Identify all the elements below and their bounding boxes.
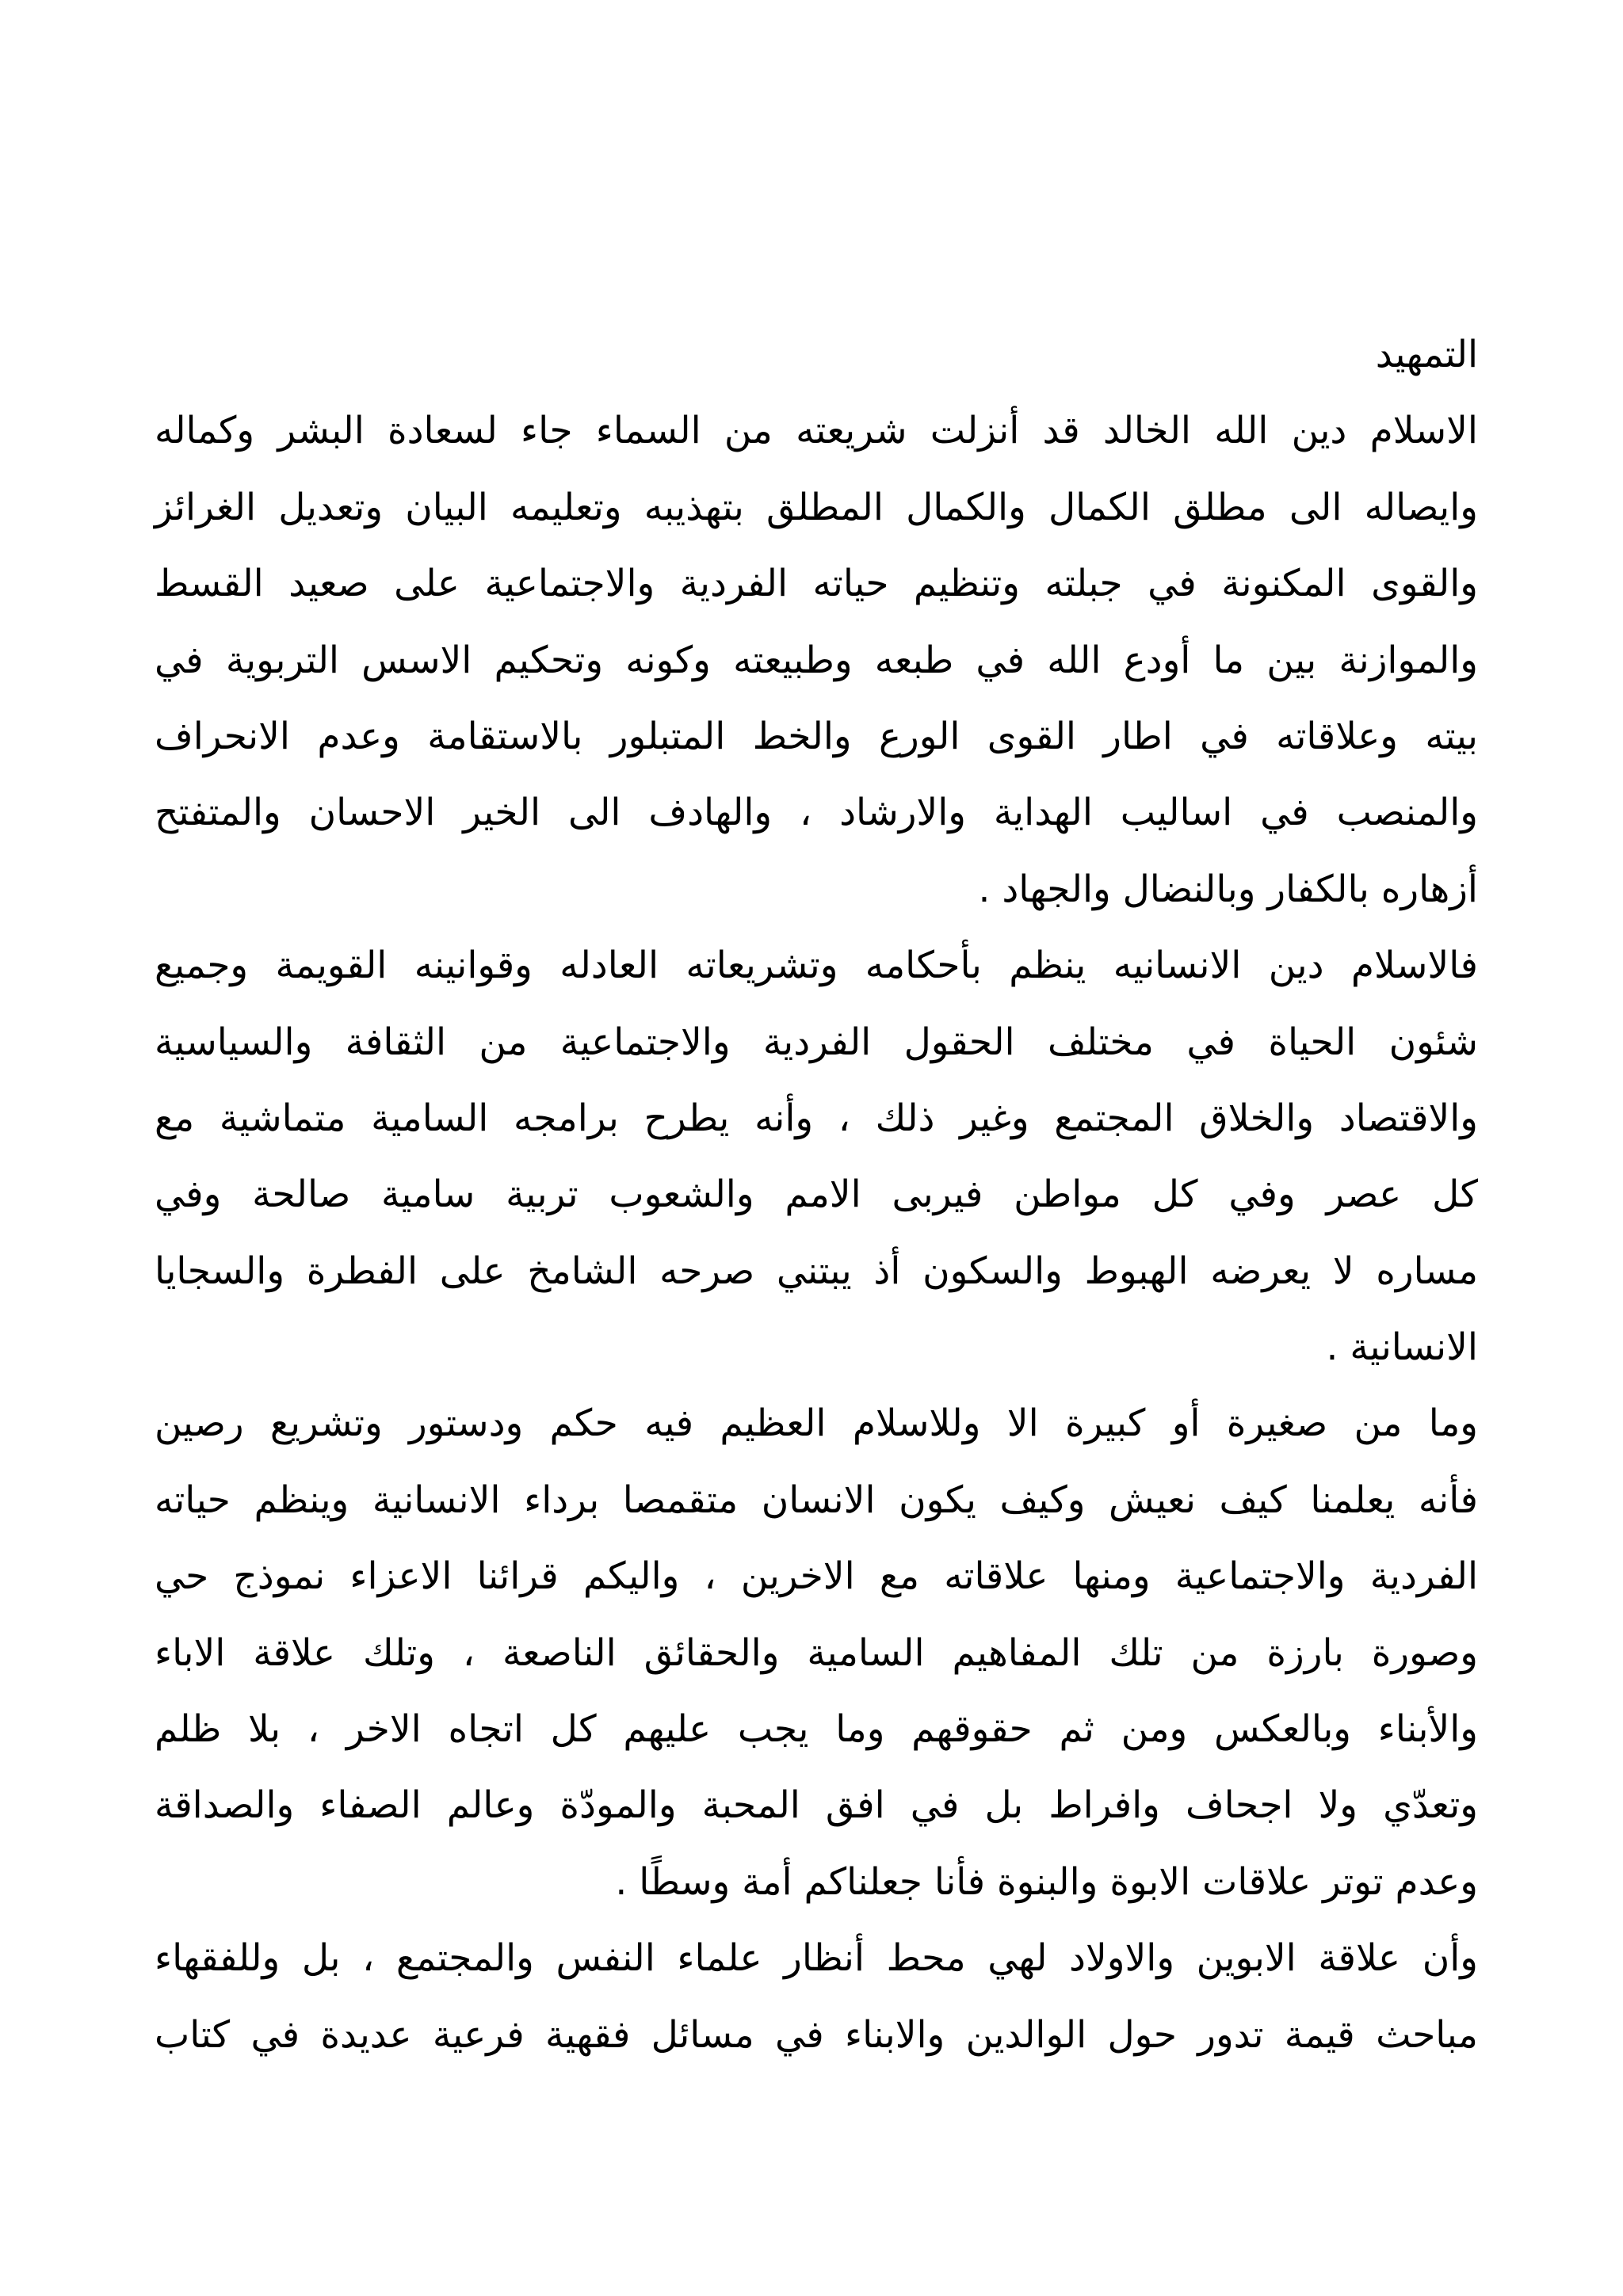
paragraph-line: والاقتصاد والخلاق المجتمع وغير ذلك ، وأنه يطرح برامجه السامية متماشية مع bbox=[155, 1096, 1478, 1140]
paragraph-line: والأبناء وبالعكس ومن ثم حقوقهم وما يجب عليهم كل اتجاه الاخر ، بلا ظلم bbox=[155, 1707, 1478, 1752]
paragraph-line: والقوى المكنونة في جبلته وتنظيم حياته الفردية والاجتماعية على صعيد القسط bbox=[155, 562, 1478, 606]
paragraph-line: بيته وعلاقاته في اطار القوى الورع والخط المتبلور بالاستقامة وعدم الانحراف bbox=[155, 714, 1478, 758]
paragraph-line: الفردية والاجتماعية ومنها علاقاته مع الاخرين ، واليكم قرائنا الاعزاء نموذج حي bbox=[155, 1554, 1478, 1599]
paragraph-line: وايصاله الى مطلق الكمال والكمال المطلق بتهذيبه وتعليمه البيان وتعديل الغرائز bbox=[155, 485, 1478, 529]
paragraph-line: والمنصب في اساليب الهداية والارشاد ، والهادف الى الخير الاحسان والمتفتح bbox=[155, 791, 1478, 835]
paragraph-line: شئون الحياة في مختلف الحقول الفردية والاجتماعية من الثقافة والسياسية bbox=[155, 1020, 1478, 1064]
document-body bbox=[155, 317, 1478, 2073]
section-heading: التمهيد bbox=[1375, 333, 1478, 376]
paragraph-line: وصورة بارزة من تلك المفاهيم السامية والحقائق الناصعة ، وتلك علاقة الاباء bbox=[155, 1630, 1478, 1675]
paragraph-line: مباحث قيمة تدور حول الوالدين والابناء في مسائل فقهية فرعية عديدة في كتاب bbox=[155, 2012, 1478, 2057]
paragraph-line: فأنه يعلمنا كيف نعيش وكيف يكون الانسان متقمصا برداء الانسانية وينظم حياته bbox=[155, 1478, 1478, 1522]
paragraph-line: وما من صغيرة أو كبيرة الا وللاسلام العظيم فيه حكم ودستور وتشريع رصين bbox=[155, 1402, 1478, 1446]
paragraph-line: والموازنة بين ما أودع الله في طبعه وطبيعته وكونه وتحكيم الاسس التربوية في bbox=[155, 638, 1478, 682]
paragraph-line: فالاسلام دين الانسانيه ينظم بأحكامه وتشريعاته العادله وقوانينه القويمة وجميع bbox=[155, 944, 1478, 988]
paragraph-line: كل عصر وفي كل مواطن فيربى الامم والشعوب تربية سامية صالحة وفي bbox=[155, 1173, 1478, 1217]
paragraph-line: الاسلام دين الله الخالد قد أنزلت شريعته من السماء جاء لسعادة البشر وكماله bbox=[155, 409, 1478, 453]
paragraph-line: أزهاره بالكفار وبالنضال والجهاد . bbox=[978, 867, 1478, 911]
paragraph-line: مساره لا يعرضه الهبوط والسكون أذ يبتني صرحه الشامخ على الفطرة والسجايا bbox=[155, 1249, 1478, 1293]
paragraph-line: وعدم توتر علاقات الابوة والبنوة فأنا جعلناكم أمة وسطًا . bbox=[615, 1859, 1478, 1904]
paragraph-line: وأن علاقة الابوين والاولاد لهي محط أنظار علماء النفس والمجتمع ، بل وللفقهاء bbox=[155, 1936, 1478, 1981]
paragraph-line: وتعدّي ولا اجحاف وافراط بل في افق المحبة والمودّة وعالم الصفاء والصداقة bbox=[155, 1783, 1478, 1828]
paragraph-line: الانسانية . bbox=[1326, 1325, 1478, 1370]
